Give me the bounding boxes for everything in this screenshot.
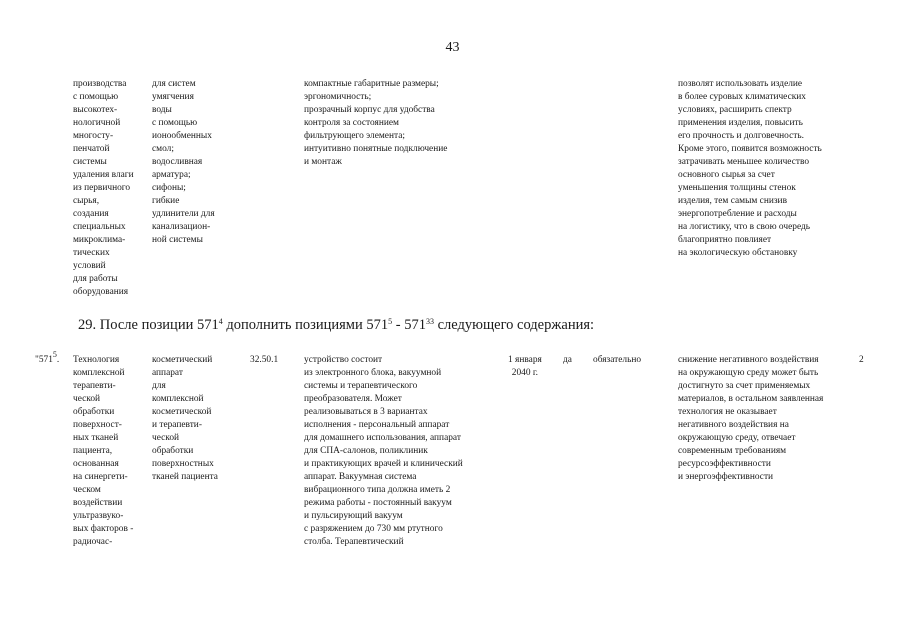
text-line: негативного воздействия на bbox=[678, 420, 789, 430]
heading-part-1: 29. После позиции 571 bbox=[78, 317, 219, 333]
text-line: водосливная bbox=[152, 157, 203, 167]
text-line: микроклима- bbox=[73, 235, 126, 245]
entry-id-main: "571 bbox=[35, 355, 53, 365]
text-line: косметический bbox=[152, 355, 213, 365]
text-line: затрачивать меньшее количество bbox=[678, 157, 810, 167]
text-line: окружающую среду, отвечает bbox=[678, 433, 796, 443]
text-line: арматура; bbox=[152, 170, 191, 180]
text-line: режима работы - постоянный вакуум bbox=[304, 498, 452, 508]
heading-sup-1: 4 bbox=[218, 317, 223, 326]
text-line: сырья, bbox=[73, 196, 100, 206]
text-line: аппарат. Вакуумная система bbox=[304, 472, 417, 482]
text-line: современным требованиям bbox=[678, 446, 787, 456]
text-line: тканей пациента bbox=[152, 472, 218, 482]
text-line: достигнуто за счет применяемых bbox=[678, 381, 811, 391]
text-line: поверхностных bbox=[152, 459, 214, 469]
text-line: многосту- bbox=[73, 131, 114, 141]
text-line: и энергоэффективности bbox=[678, 472, 774, 482]
text-line: воздействии bbox=[73, 498, 123, 508]
text-line: для bbox=[152, 381, 166, 391]
entry-id-tail: . bbox=[56, 355, 60, 365]
text-line: компактные габаритные размеры; bbox=[304, 79, 439, 89]
text-line: ультразвуко- bbox=[73, 511, 124, 521]
text-line: для работы bbox=[73, 274, 118, 284]
text-line: уменьшения толщины стенок bbox=[678, 183, 796, 193]
text-line: умягчения bbox=[152, 92, 194, 102]
text-line: пенчатой bbox=[73, 144, 110, 154]
heading-part-3: - 571 bbox=[392, 317, 426, 333]
text-line: комплексной bbox=[73, 368, 125, 378]
text-line: аппарат bbox=[152, 368, 183, 378]
entry-mandatory: обязательно bbox=[593, 355, 642, 365]
text-line: его прочность и долговечность. bbox=[678, 131, 804, 141]
text-line: материалов, в остальном заявленная bbox=[678, 394, 824, 404]
text-line: контроля за состоянием bbox=[304, 118, 399, 128]
entry-code: 32.50.1 bbox=[250, 355, 279, 365]
top-col-4 bbox=[678, 78, 822, 260]
text-line: Кроме этого, появится возможность bbox=[678, 144, 822, 154]
text-line: нологичной bbox=[73, 118, 121, 128]
text-line: 2040 г. bbox=[511, 368, 539, 378]
text-line: для домашнего использования, аппарат bbox=[304, 433, 461, 443]
text-line: с разряжением до 730 мм ртутного bbox=[304, 524, 443, 534]
text-line: производства bbox=[73, 79, 127, 89]
text-line: благоприятно повлияет bbox=[678, 235, 772, 245]
text-line: на синергети- bbox=[73, 472, 128, 482]
text-line: на экологическую обстановку bbox=[678, 248, 798, 258]
entry-yes: да bbox=[563, 355, 572, 365]
text-line: и монтаж bbox=[304, 157, 342, 167]
text-line: технология не оказывает bbox=[678, 407, 777, 417]
text-line: воды bbox=[152, 105, 172, 115]
text-line: в более суровых климатических bbox=[678, 92, 806, 102]
text-line: 1 января bbox=[508, 355, 542, 365]
entry-description bbox=[304, 354, 463, 549]
text-line: интуитивно понятные подключение bbox=[304, 144, 448, 154]
text-line: и практикующих врачей и клинический bbox=[304, 459, 463, 469]
text-line: снижение негативного воздействия bbox=[678, 355, 819, 365]
text-line: ческой bbox=[73, 394, 101, 404]
text-line: преобразователя. Может bbox=[304, 394, 402, 404]
text-line: с помощью bbox=[73, 92, 119, 102]
top-col-1 bbox=[73, 78, 134, 299]
text-line: устройство состоит bbox=[304, 355, 383, 365]
text-line: ных тканей bbox=[73, 433, 119, 443]
text-line: удлинители для bbox=[152, 209, 215, 219]
text-line: ионообменных bbox=[152, 131, 212, 141]
top-col-3 bbox=[304, 78, 447, 169]
text-line: гибкие bbox=[152, 196, 180, 206]
text-line: удаления влаги bbox=[73, 170, 134, 180]
entry-technology bbox=[73, 354, 133, 549]
text-line: терапевти- bbox=[73, 381, 116, 391]
text-line: косметической bbox=[152, 407, 212, 417]
text-line: эргономичность; bbox=[304, 92, 372, 102]
text-line: энергопотребление и расходы bbox=[678, 209, 797, 219]
heading-part-2: дополнить позициями 571 bbox=[222, 317, 389, 333]
text-line: и терапевти- bbox=[152, 420, 202, 430]
heading-sup-3: 33 bbox=[425, 317, 434, 326]
entry-id bbox=[35, 350, 60, 367]
entry-id-sup: 5 bbox=[52, 350, 57, 359]
text-line: ческом bbox=[73, 485, 101, 495]
text-line: пациента, bbox=[73, 446, 113, 456]
text-line: из первичного bbox=[73, 183, 131, 193]
heading-part-4: следующего содержания: bbox=[433, 317, 595, 333]
entry-date bbox=[508, 354, 542, 380]
text-line: тических bbox=[73, 248, 110, 258]
text-line: вых факторов - bbox=[73, 524, 134, 534]
text-line: на логистику, что в свою очередь bbox=[678, 222, 811, 232]
text-line: специальных bbox=[73, 222, 126, 232]
text-line: ресурсоэффективности bbox=[678, 459, 771, 469]
text-line: позволят использовать изделие bbox=[678, 79, 803, 89]
section-heading bbox=[78, 317, 594, 334]
heading-sup-2: 5 bbox=[388, 317, 393, 326]
text-line: изделия, тем самым снизив bbox=[678, 196, 787, 206]
text-line: исполнения - персональный аппарат bbox=[304, 420, 450, 430]
text-line: оборудования bbox=[73, 287, 129, 297]
text-line: и пульсирующий вакуум bbox=[304, 511, 403, 521]
text-line: столба. Терапевтический bbox=[304, 537, 404, 547]
text-line: основного сырья за счет bbox=[678, 170, 775, 180]
text-line: прозрачный корпус для удобства bbox=[304, 105, 435, 115]
entry-product bbox=[152, 354, 218, 484]
text-line: вибрационного типа должна иметь 2 bbox=[304, 485, 451, 495]
text-line: с помощью bbox=[152, 118, 198, 128]
text-line: для систем bbox=[152, 79, 196, 89]
entry-last-col: 2 bbox=[859, 355, 864, 365]
text-line: радиочас- bbox=[73, 537, 113, 547]
text-line: для СПА-салонов, поликлиник bbox=[304, 446, 428, 456]
text-line: комплексной bbox=[152, 394, 204, 404]
text-line: применения изделия, повысить bbox=[678, 118, 803, 128]
top-col-2 bbox=[152, 78, 215, 247]
text-line: ческой bbox=[152, 433, 180, 443]
text-line: фильтрующего элемента; bbox=[304, 131, 405, 141]
text-line: Технология bbox=[73, 355, 120, 365]
text-line: поверхност- bbox=[73, 420, 122, 430]
text-line: ной системы bbox=[152, 235, 203, 245]
text-line: смол; bbox=[152, 144, 174, 154]
text-line: обработки bbox=[73, 407, 115, 417]
text-line: основанная bbox=[73, 459, 119, 469]
text-line: реализовываться в 3 вариантах bbox=[304, 407, 428, 417]
page-number: 43 bbox=[445, 40, 460, 55]
text-line: системы bbox=[73, 157, 107, 167]
text-line: создания bbox=[73, 209, 109, 219]
text-line: на окружающую среду может быть bbox=[678, 368, 819, 378]
text-line: условиях, расширить спектр bbox=[678, 105, 792, 115]
text-line: из электронного блока, вакуумной bbox=[304, 368, 442, 378]
text-line: условий bbox=[73, 261, 106, 271]
text-line: обработки bbox=[152, 446, 194, 456]
text-line: сифоны; bbox=[152, 183, 186, 193]
text-line: канализацион- bbox=[152, 222, 211, 232]
text-line: высокотех- bbox=[73, 105, 118, 115]
text-line: системы и терапевтического bbox=[304, 381, 418, 391]
entry-effect bbox=[678, 354, 823, 484]
